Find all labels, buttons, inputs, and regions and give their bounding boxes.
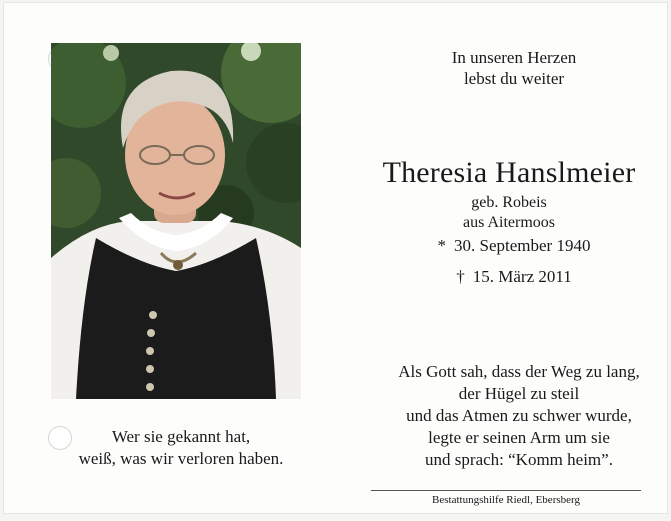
- verse-line-5: und sprach: “Komm heim”.: [425, 450, 613, 469]
- quote-line-1: Wer sie gekannt hat,: [111, 427, 251, 446]
- birth-date: [384, 236, 644, 256]
- deceased-details: [364, 193, 654, 233]
- memorial-verse: [364, 361, 671, 471]
- death-date-text: 15. März 2011: [472, 267, 572, 286]
- birth-date-text: 30. September 1940: [454, 236, 591, 255]
- footer-divider: [371, 490, 641, 491]
- birth-star-icon: *: [437, 236, 447, 255]
- portrait-photo: [51, 43, 301, 399]
- funeral-home-credit: Bestattungshilfe Riedl, Ebersberg: [432, 494, 580, 506]
- verse-line-3: und das Atmen zu schwer wurde,: [406, 406, 632, 425]
- quote-line-2: weiß, was wir verloren haben.: [78, 449, 284, 468]
- verse-line-1: Als Gott sah, dass der Weg zu lang,: [398, 362, 640, 381]
- cross-icon: †: [456, 267, 465, 286]
- verse-line-4: legte er seinen Arm um sie: [428, 428, 610, 447]
- memorial-card: [4, 3, 667, 513]
- death-date: [384, 267, 644, 287]
- motto-line-2: lebst du weiter: [463, 69, 565, 88]
- hometown: aus Aitermoos: [463, 214, 555, 231]
- deceased-name: Theresia Hanslmeier: [382, 156, 636, 189]
- motto-text: [384, 47, 644, 89]
- motto-line-1: In unseren Herzen: [451, 48, 577, 67]
- portrait-illustration: [51, 43, 301, 399]
- verse-line-2: der Hügel zu steil: [458, 384, 580, 403]
- remembrance-quote: [51, 426, 311, 470]
- maiden-name: geb. Robeis: [471, 194, 547, 211]
